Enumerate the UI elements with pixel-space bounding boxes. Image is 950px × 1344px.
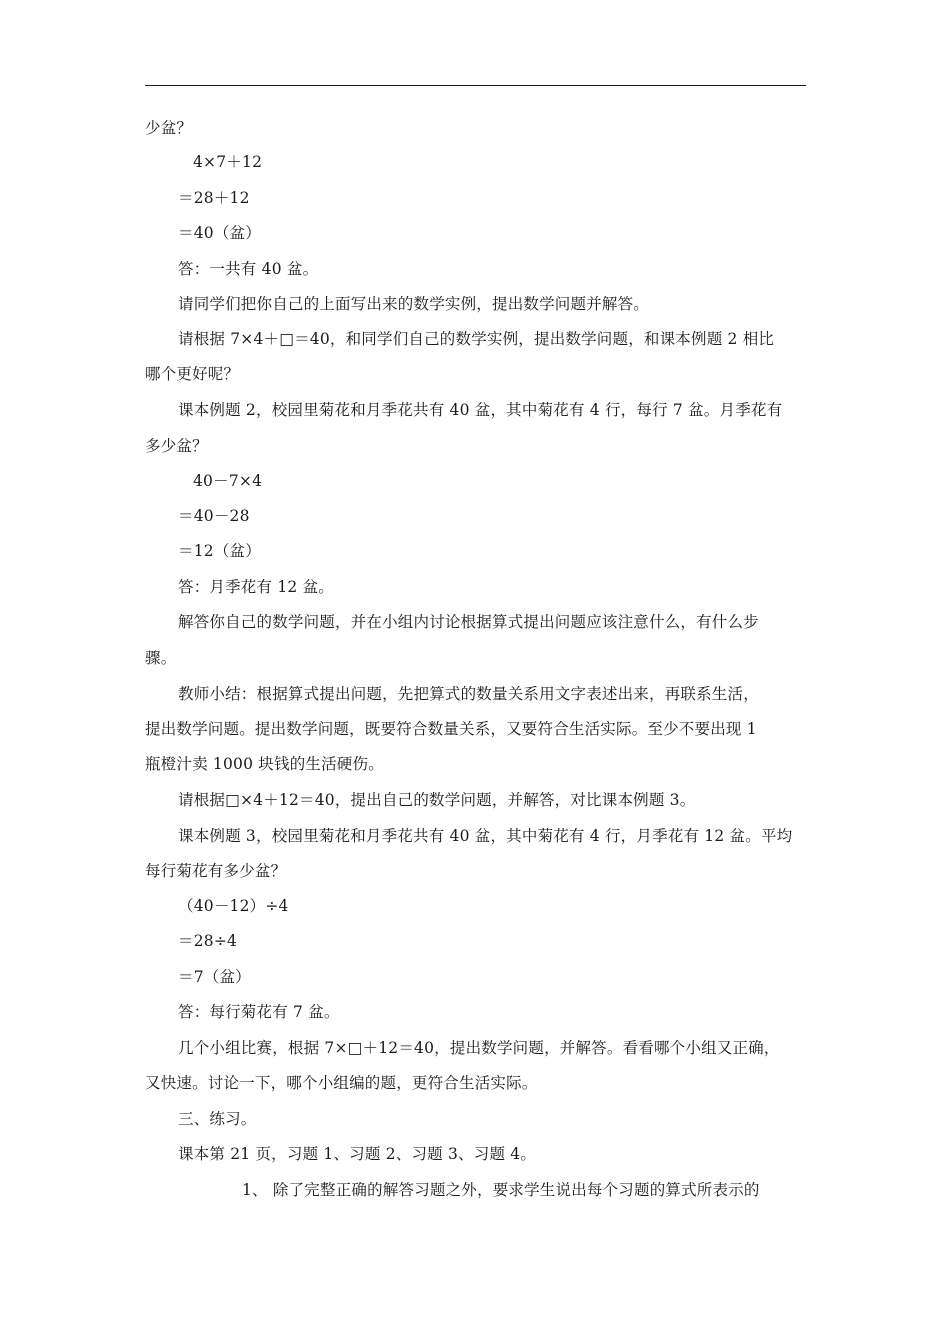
equation-line: 40－7×4 (193, 472, 263, 490)
text-line: 哪个更好呢？ (145, 365, 240, 383)
equation-line: ＝12（盆） (178, 542, 261, 560)
text-line: 课本例题 3，校园里菊花和月季花共有 40 盆，其中菊花有 4 行，月季花有 12 盆。平均 (178, 827, 793, 845)
text-line: 每行菊花有多少盆？ (145, 862, 287, 880)
text-line: 课本第 21 页，习题 1、习题 2、习题 3、习题 4。 (178, 1145, 537, 1163)
answer-line: 答：每行菊花有 7 盆。 (178, 1003, 340, 1021)
equation-line: ＝28＋12 (178, 189, 250, 207)
text-line: 教师小结：根据算式提出问题，先把算式的数量关系用文字表述出来，再联系生活， (178, 685, 759, 703)
header-rule (145, 85, 806, 86)
text-line: 解答你自己的数学问题，并在小组内讨论根据算式提出问题应该注意什么，有什么步 (178, 613, 759, 631)
text-line: 少盆？ (145, 119, 193, 137)
equation-line: ＝40－28 (178, 507, 250, 525)
equation-line: ＝28÷4 (178, 932, 238, 950)
text-line: 又快速。讨论一下，哪个小组编的题，更符合生活实际。 (145, 1074, 538, 1092)
text-line: 提出数学问题。提出数学问题，既要符合数量关系，又要符合生活实际。至少不要出现 1 (145, 720, 757, 738)
answer-line: 答：一共有 40 盆。 (178, 260, 319, 278)
equation-line: ＝40（盆） (178, 224, 261, 242)
answer-line: 答：月季花有 12 盆。 (178, 578, 334, 596)
text-line: 瓶橙汁卖 1000 块钱的生活硬伤。 (145, 755, 384, 773)
text-line: 几个小组比赛，根据 7×□＋12＝40，提出数学问题，并解答。看看哪个小组又正确， (178, 1039, 780, 1057)
equation-line: （40－12）÷4 (178, 897, 289, 915)
text-line: 请根据 7×4＋□＝40，和同学们自己的数学实例，提出数学问题，和课本例题 2 相比 (178, 330, 775, 348)
text-line: 课本例题 2，校园里菊花和月季花共有 40 盆，其中菊花有 4 行，每行 7 盆。月季花有 (178, 401, 783, 419)
text-line: 请同学们把你自己的上面写出来的数学实例，提出数学问题并解答。 (178, 295, 650, 313)
section-heading: 三、练习。 (178, 1110, 257, 1128)
text-line: 骤。 (145, 649, 177, 667)
list-item: 1、 除了完整正确的解答习题之外，要求学生说出每个习题的算式所表示的 (242, 1181, 760, 1199)
equation-line: 4×7＋12 (193, 153, 263, 171)
text-line: 请根据□×4＋12＝40，提出自己的数学问题，并解答，对比课本例题 3。 (178, 791, 696, 809)
equation-line: ＝7（盆） (178, 968, 251, 986)
text-line: 多少盆？ (145, 437, 208, 455)
